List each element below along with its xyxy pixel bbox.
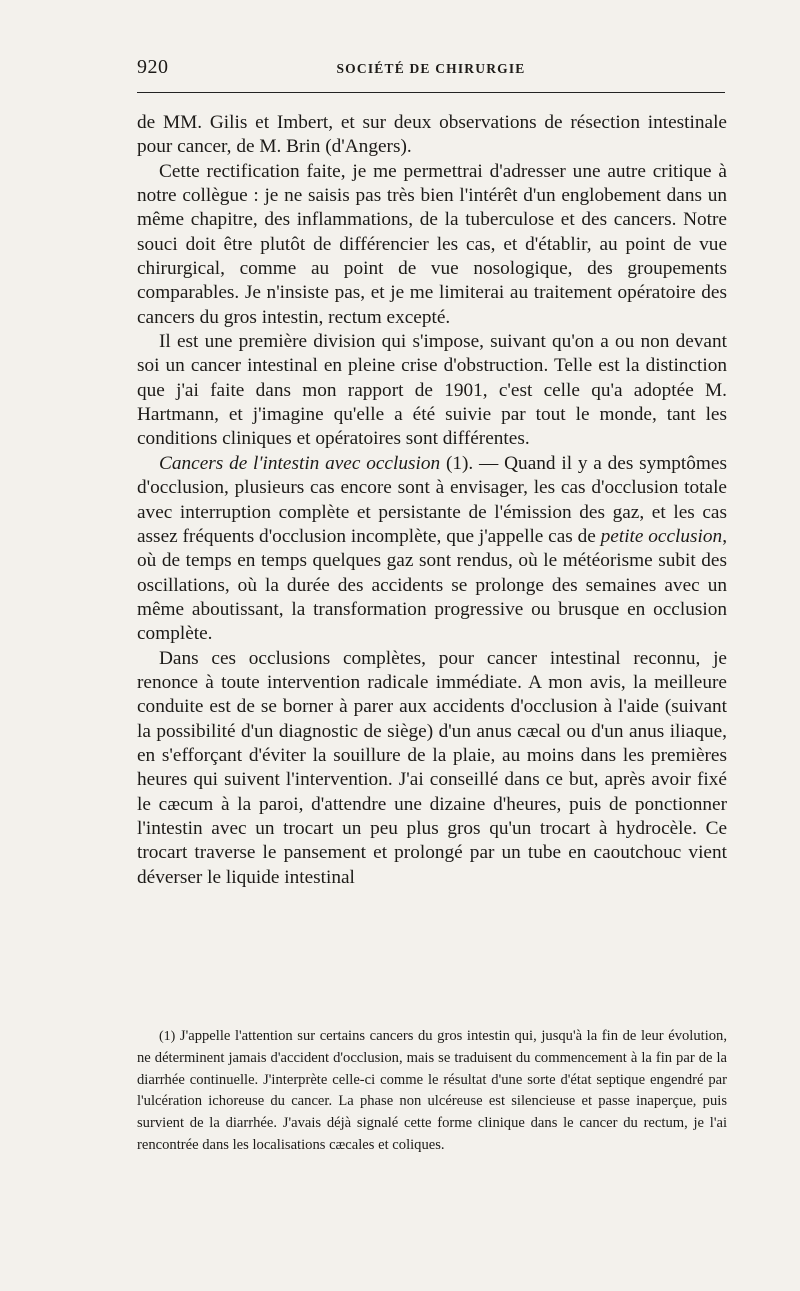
paragraph-treatment — [137, 647, 727, 890]
paragraph-text: — Quand il y a des symptômes d'occlusion, plusieurs cas encore sont à envisager, les cas d'occlusion totale avec interruption complète et persistante de l'émission des gaz, et les cas assez fréquents d'occlusion incomplète, que j'appelle cas de — [137, 452, 727, 547]
footnote — [137, 1026, 727, 1157]
paragraph-critique — [137, 160, 727, 330]
section-heading-italic: Cancers de l'intestin avec occlusion — [159, 452, 441, 474]
footnote-reference: (1). — [445, 452, 474, 474]
paragraph-division — [137, 330, 727, 452]
paragraph-text: de MM. Gilis et Imbert, et sur deux observations de résection intestinale pour cancer, de M. Brin (d'Angers). — [137, 112, 727, 158]
paragraph-occlusion — [137, 452, 727, 647]
body-text — [137, 111, 727, 890]
page-header — [137, 56, 725, 84]
paragraph-text: , où de temps en temps quelques gaz sont rendus, où le météorisme subit des oscillations, où la durée des accidents se prolonge des semaines avec un même aboutissant, la transformation progressive ou brusque en occlusion complète. — [137, 525, 728, 645]
running-title: SOCIÉTÉ DE CHIRURGIE — [336, 61, 526, 76]
italic-term: petite occlusion — [600, 525, 723, 547]
paragraph-text: Cette rectification faite, je me permettrai d'adresser une autre critique à notre collègue : je ne saisis pas très bien l'intérêt d'un englobement dans un même chapitre, des inflammations, de la tuberculose et des cancers. Notre souci doit être plutôt de différencier les cas, et d'établir, au point de vue chirurgical, comme au point de vue nosologique, des groupements comparables. Je n'insiste pas, et je me limiterai au traitement opératoire des cancers du gros intestin, rectum excepté. — [137, 160, 727, 328]
page-number: 920 — [137, 56, 169, 78]
footnote-marker: (1) — [159, 1029, 176, 1044]
footnote-block — [137, 1026, 727, 1157]
paragraph-text: Il est une première division qui s'impose, suivant qu'on a ou non devant soi un cancer intestinal en pleine crise d'obstruction. Telle est la distinction que j'ai faite dans mon rapport de 1901, c'est celle qu'a adoptée M. Hartmann, et j'imagine qu'elle a été suivie par tout le monde, tant les conditions cliniques et opératoires sont différentes. — [137, 331, 727, 450]
footnote-text: J'appelle l'attention sur certains cancers du gros intestin qui, jusqu'à la fin de leur évolution, ne déterminent jamais d'accident d'occlusion, mais se traduisent du commencement à la fin par de la diarrhée continuelle. J'interprète celle-ci comme le résultat d'une sorte d'état septique engendré par l'ulcération ichoreuse du cancer. La phase non ulcéreuse est silencieuse et passe inaperçue, puis survient de la diarrhée. J'avais déjà signalé cette forme clinique dans le cancer du rectum, je l'ai rencontrée dans les localisations cæcales et coliques. — [137, 1028, 727, 1153]
paragraph-text: Dans ces occlusions complètes, pour cancer intestinal reconnu, je renonce à toute intervention radicale immédiate. A mon avis, la meilleure conduite est de se borner à parer aux accidents d'occlusion à l'aide (suivant la possibilité d'un diagnostic de siège) d'un anus cæcal ou d'un anus iliaque, en s'efforçant d'éviter la souillure de la plaie, au moins dans les premières heures qui suivent l'intervention. J'ai conseillé dans ce but, après avoir fixé le cæcum à la paroi, d'attendre une dizaine d'heures, puis de ponctionner l'intestin avec un trocart un peu plus gros qu'un trocart à hydrocèle. Ce trocart traverse le pansement et prolongé par un tube en caoutchouc vient déverser le liquide intestinal — [137, 647, 727, 888]
header-rule — [137, 92, 725, 93]
paragraph-continuation — [137, 111, 727, 160]
